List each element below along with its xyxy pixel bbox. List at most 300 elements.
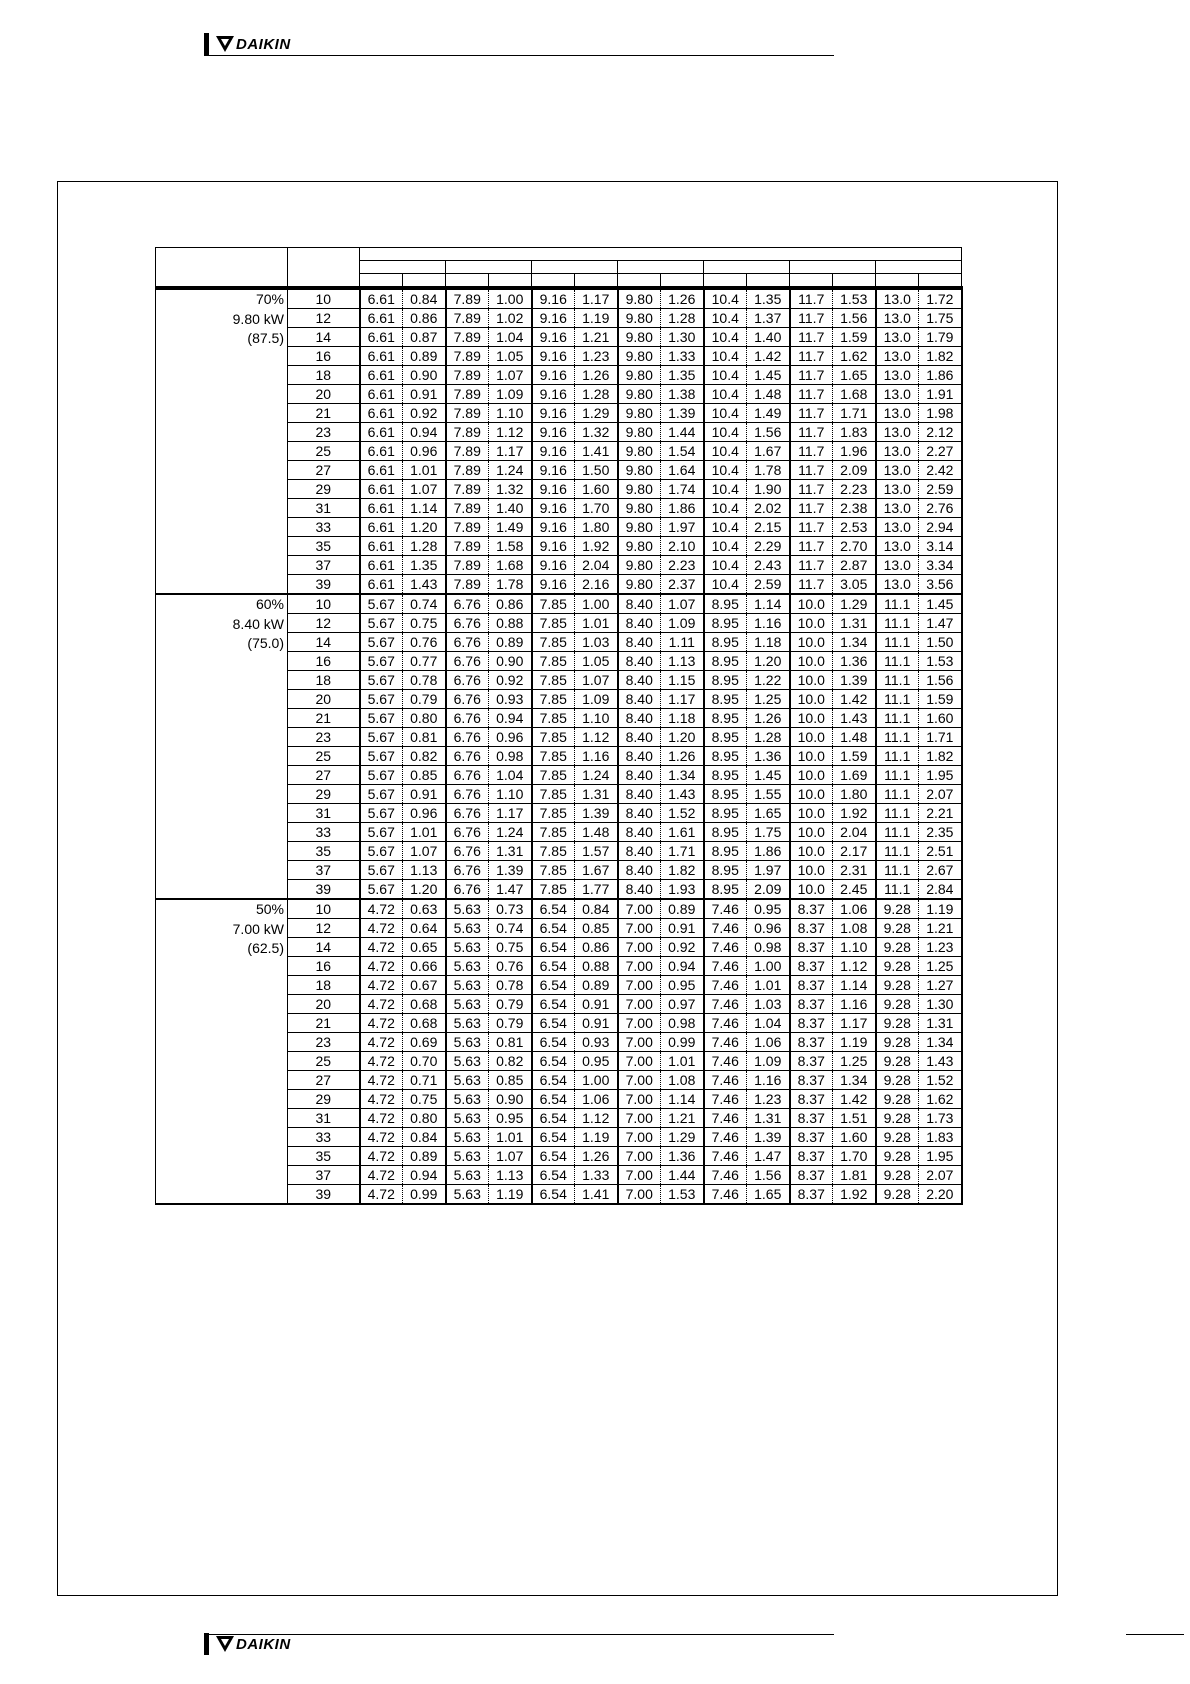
pi-cell: 2.16 (575, 575, 618, 595)
tc-cell: 13.0 (876, 385, 919, 404)
tc-cell: 11.7 (790, 366, 833, 385)
tc-cell: 9.16 (532, 499, 575, 518)
tc-cell: 9.80 (618, 328, 661, 347)
header-sub-cell (575, 274, 618, 289)
pi-cell: 1.62 (833, 347, 876, 366)
pi-cell: 1.41 (575, 1185, 618, 1205)
tc-cell: 10.4 (704, 423, 747, 442)
header-group-cell (446, 261, 532, 274)
tc-cell: 7.89 (446, 518, 489, 537)
tc-cell: 4.72 (360, 1128, 403, 1147)
tc-cell: 6.76 (446, 842, 489, 861)
pi-cell: 0.99 (661, 1033, 704, 1052)
pi-cell: 0.70 (403, 1052, 446, 1071)
pi-cell: 1.01 (403, 823, 446, 842)
tc-cell: 9.28 (876, 1128, 919, 1147)
tc-cell: 6.76 (446, 709, 489, 728)
tc-cell: 6.54 (532, 919, 575, 938)
tc-cell: 6.61 (360, 518, 403, 537)
pi-cell: 1.24 (489, 461, 532, 480)
tc-cell: 7.85 (532, 823, 575, 842)
ewb-cell: 21 (288, 1014, 360, 1033)
tc-cell: 7.00 (618, 1166, 661, 1185)
tc-cell: 8.40 (618, 633, 661, 652)
pi-cell: 2.23 (833, 480, 876, 499)
ewb-cell: 33 (288, 1128, 360, 1147)
group-label: 60% (255, 596, 284, 612)
pi-cell: 0.93 (575, 1033, 618, 1052)
pi-cell: 2.09 (833, 461, 876, 480)
tc-cell: 9.16 (532, 423, 575, 442)
pi-cell: 1.47 (919, 614, 962, 633)
pi-cell: 1.12 (575, 728, 618, 747)
tc-cell: 7.46 (704, 1166, 747, 1185)
tc-cell: 11.7 (790, 347, 833, 366)
pi-cell: 1.19 (833, 1033, 876, 1052)
tc-cell: 11.7 (790, 404, 833, 423)
tc-cell: 6.54 (532, 1071, 575, 1090)
pi-cell: 1.26 (747, 709, 790, 728)
pi-cell: 1.67 (575, 861, 618, 880)
pi-cell: 0.66 (403, 957, 446, 976)
tc-cell: 6.61 (360, 328, 403, 347)
pi-cell: 1.01 (489, 1128, 532, 1147)
pi-cell: 1.20 (747, 652, 790, 671)
pi-cell: 1.47 (747, 1147, 790, 1166)
pi-cell: 1.82 (661, 861, 704, 880)
tc-cell: 6.76 (446, 728, 489, 747)
tc-cell: 9.80 (618, 385, 661, 404)
pi-cell: 1.10 (575, 709, 618, 728)
tc-cell: 8.37 (790, 995, 833, 1014)
pi-cell: 1.10 (833, 938, 876, 957)
pi-cell: 2.67 (919, 861, 962, 880)
tc-cell: 5.67 (360, 842, 403, 861)
tc-cell: 7.89 (446, 461, 489, 480)
tc-cell: 9.28 (876, 1033, 919, 1052)
tc-cell: 7.46 (704, 1052, 747, 1071)
tc-cell: 5.67 (360, 804, 403, 823)
header-sub-cell (876, 274, 919, 289)
tc-cell: 7.85 (532, 728, 575, 747)
pi-cell: 1.83 (919, 1128, 962, 1147)
pi-cell: 1.23 (575, 347, 618, 366)
tc-cell: 10.4 (704, 518, 747, 537)
tc-cell: 6.54 (532, 957, 575, 976)
pi-cell: 2.84 (919, 880, 962, 900)
tc-cell: 4.72 (360, 919, 403, 938)
pi-cell: 1.70 (575, 499, 618, 518)
tc-cell: 7.46 (704, 899, 747, 919)
pi-cell: 1.01 (661, 1052, 704, 1071)
tc-cell: 8.40 (618, 690, 661, 709)
header-sub-cell (833, 274, 876, 289)
pi-cell: 0.76 (403, 633, 446, 652)
pi-cell: 1.95 (919, 1147, 962, 1166)
tc-cell: 6.61 (360, 423, 403, 442)
pi-cell: 1.32 (575, 423, 618, 442)
pi-cell: 1.53 (661, 1185, 704, 1205)
pi-cell: 1.19 (919, 899, 962, 919)
tc-cell: 6.61 (360, 480, 403, 499)
pi-cell: 0.64 (403, 919, 446, 938)
tc-cell: 5.67 (360, 785, 403, 804)
pi-cell: 0.68 (403, 1014, 446, 1033)
pi-cell: 1.68 (833, 385, 876, 404)
header-sub-cell (790, 274, 833, 289)
daikin-logo-icon (216, 1636, 234, 1652)
pi-cell: 1.32 (489, 480, 532, 499)
pi-cell: 0.98 (489, 747, 532, 766)
pi-cell: 1.06 (833, 899, 876, 919)
pi-cell: 1.16 (575, 747, 618, 766)
tc-cell: 6.54 (532, 1147, 575, 1166)
tc-cell: 6.54 (532, 1166, 575, 1185)
ewb-cell: 10 (288, 594, 360, 614)
tc-cell: 13.0 (876, 328, 919, 347)
pi-cell: 0.89 (403, 347, 446, 366)
tc-cell: 6.54 (532, 1090, 575, 1109)
header-logo (204, 33, 291, 55)
pi-cell: 1.09 (661, 614, 704, 633)
pi-cell: 0.81 (489, 1033, 532, 1052)
pi-cell: 1.22 (747, 671, 790, 690)
pi-cell: 1.03 (747, 995, 790, 1014)
pi-cell: 1.06 (747, 1033, 790, 1052)
tc-cell: 10.0 (790, 690, 833, 709)
pi-cell: 1.01 (747, 976, 790, 995)
pi-cell: 0.94 (403, 423, 446, 442)
pi-cell: 1.23 (747, 1090, 790, 1109)
pi-cell: 1.20 (403, 518, 446, 537)
tc-cell: 8.37 (790, 1071, 833, 1090)
pi-cell: 1.81 (833, 1166, 876, 1185)
pi-cell: 0.99 (403, 1185, 446, 1205)
tc-cell: 9.28 (876, 1014, 919, 1033)
group-label: 8.40 kW (232, 615, 284, 632)
tc-cell: 11.1 (876, 861, 919, 880)
header-sub-cell (919, 274, 962, 289)
tc-cell: 8.37 (790, 1128, 833, 1147)
tc-cell: 5.67 (360, 594, 403, 614)
pi-cell: 1.60 (919, 709, 962, 728)
tc-cell: 6.76 (446, 671, 489, 690)
tc-cell: 6.76 (446, 633, 489, 652)
tc-cell: 13.0 (876, 537, 919, 556)
tc-cell: 5.63 (446, 1014, 489, 1033)
pi-cell: 1.68 (489, 556, 532, 575)
pi-cell: 1.53 (919, 652, 962, 671)
tc-cell: 9.16 (532, 461, 575, 480)
pi-cell: 1.92 (833, 1185, 876, 1205)
pi-cell: 1.53 (833, 288, 876, 309)
ewb-cell: 23 (288, 1033, 360, 1052)
tc-cell: 6.54 (532, 1052, 575, 1071)
ewb-cell: 25 (288, 747, 360, 766)
pi-cell: 1.17 (661, 690, 704, 709)
pi-cell: 1.16 (747, 614, 790, 633)
ewb-cell: 35 (288, 842, 360, 861)
pi-cell: 0.90 (403, 366, 446, 385)
pi-cell: 1.35 (403, 556, 446, 575)
pi-cell: 1.54 (661, 442, 704, 461)
group-label: (87.5) (247, 330, 284, 346)
tc-cell: 8.40 (618, 880, 661, 900)
ewb-cell: 25 (288, 442, 360, 461)
pi-cell: 1.75 (919, 309, 962, 328)
ewb-cell: 10 (288, 899, 360, 919)
tc-cell: 13.0 (876, 575, 919, 595)
tc-cell: 9.28 (876, 976, 919, 995)
tc-cell: 5.63 (446, 957, 489, 976)
tc-cell: 10.4 (704, 461, 747, 480)
tc-cell: 6.76 (446, 652, 489, 671)
pi-cell: 1.34 (661, 766, 704, 785)
tc-cell: 8.40 (618, 614, 661, 633)
tc-cell: 11.1 (876, 842, 919, 861)
tc-cell: 6.61 (360, 556, 403, 575)
pi-cell: 0.79 (489, 995, 532, 1014)
pi-cell: 0.96 (403, 804, 446, 823)
pi-cell: 1.13 (403, 861, 446, 880)
pi-cell: 0.98 (661, 1014, 704, 1033)
tc-cell: 7.00 (618, 1071, 661, 1090)
pi-cell: 1.19 (575, 309, 618, 328)
tc-cell: 7.85 (532, 785, 575, 804)
pi-cell: 1.24 (575, 766, 618, 785)
tc-cell: 10.4 (704, 309, 747, 328)
pi-cell: 1.48 (575, 823, 618, 842)
header-sub-cell (618, 274, 661, 289)
tc-cell: 7.00 (618, 976, 661, 995)
tc-cell: 7.46 (704, 1147, 747, 1166)
tc-cell: 13.0 (876, 480, 919, 499)
tc-cell: 7.00 (618, 1033, 661, 1052)
pi-cell: 1.25 (833, 1052, 876, 1071)
tc-cell: 6.76 (446, 690, 489, 709)
tc-cell: 10.4 (704, 442, 747, 461)
pi-cell: 1.15 (661, 671, 704, 690)
pi-cell: 1.17 (489, 804, 532, 823)
ewb-cell: 14 (288, 938, 360, 957)
tc-cell: 9.28 (876, 938, 919, 957)
tc-cell: 9.28 (876, 919, 919, 938)
tc-cell: 10.4 (704, 385, 747, 404)
pi-cell: 1.45 (747, 366, 790, 385)
pi-cell: 0.79 (403, 690, 446, 709)
tc-cell: 8.40 (618, 652, 661, 671)
pi-cell: 1.03 (575, 633, 618, 652)
group-label-cell (156, 594, 288, 899)
pi-cell: 0.78 (489, 976, 532, 995)
tc-cell: 7.00 (618, 1185, 661, 1205)
pi-cell: 1.39 (489, 861, 532, 880)
tc-cell: 7.89 (446, 537, 489, 556)
tc-cell: 8.40 (618, 747, 661, 766)
pi-cell: 1.10 (489, 404, 532, 423)
pi-cell: 0.88 (489, 614, 532, 633)
pi-cell: 2.12 (919, 423, 962, 442)
pi-cell: 3.14 (919, 537, 962, 556)
table-row (156, 899, 962, 919)
pi-cell: 1.17 (575, 288, 618, 309)
pi-cell: 0.75 (403, 1090, 446, 1109)
pi-cell: 0.77 (403, 652, 446, 671)
tc-cell: 11.1 (876, 690, 919, 709)
tc-cell: 7.89 (446, 404, 489, 423)
tc-cell: 6.61 (360, 366, 403, 385)
pi-cell: 1.18 (661, 709, 704, 728)
pi-cell: 0.75 (403, 614, 446, 633)
pi-cell: 1.30 (919, 995, 962, 1014)
daikin-logo-icon (216, 36, 234, 52)
tc-cell: 11.1 (876, 594, 919, 614)
tc-cell: 4.72 (360, 899, 403, 919)
ewb-cell: 31 (288, 499, 360, 518)
tc-cell: 9.28 (876, 1185, 919, 1205)
pi-cell: 1.02 (489, 309, 532, 328)
pi-cell: 0.90 (489, 1090, 532, 1109)
pi-cell: 1.93 (661, 880, 704, 900)
tc-cell: 7.46 (704, 1185, 747, 1205)
tc-cell: 10.4 (704, 328, 747, 347)
tc-cell: 8.37 (790, 899, 833, 919)
tc-cell: 11.1 (876, 671, 919, 690)
pi-cell: 1.59 (919, 690, 962, 709)
pi-cell: 1.07 (403, 480, 446, 499)
pi-cell: 1.49 (489, 518, 532, 537)
pi-cell: 0.96 (489, 728, 532, 747)
tc-cell: 13.0 (876, 518, 919, 537)
tc-cell: 10.4 (704, 366, 747, 385)
group-label: 50% (255, 901, 284, 917)
page-number-rule (1126, 1634, 1184, 1635)
pi-cell: 0.92 (403, 404, 446, 423)
ewb-cell: 35 (288, 1147, 360, 1166)
tc-cell: 6.76 (446, 785, 489, 804)
header-sub-cell (403, 274, 446, 289)
pi-cell: 0.82 (403, 747, 446, 766)
tc-cell: 5.63 (446, 1033, 489, 1052)
pi-cell: 1.96 (833, 442, 876, 461)
pi-cell: 2.94 (919, 518, 962, 537)
pi-cell: 1.38 (661, 385, 704, 404)
tc-cell: 8.95 (704, 671, 747, 690)
tc-cell: 7.00 (618, 995, 661, 1014)
tc-cell: 8.95 (704, 861, 747, 880)
pi-cell: 1.27 (919, 976, 962, 995)
tc-cell: 7.85 (532, 594, 575, 614)
tc-cell: 8.40 (618, 823, 661, 842)
tc-cell: 5.67 (360, 614, 403, 633)
tc-cell: 7.00 (618, 1014, 661, 1033)
tc-cell: 10.0 (790, 709, 833, 728)
tc-cell: 7.46 (704, 938, 747, 957)
header-sub-cell (446, 274, 489, 289)
tc-cell: 8.40 (618, 842, 661, 861)
header-sub-cell (747, 274, 790, 289)
tc-cell: 5.67 (360, 823, 403, 842)
pi-cell: 0.85 (575, 919, 618, 938)
ewb-cell: 27 (288, 1071, 360, 1090)
pi-cell: 1.43 (403, 575, 446, 595)
tc-cell: 10.0 (790, 880, 833, 900)
tc-cell: 11.1 (876, 728, 919, 747)
tc-cell: 5.67 (360, 671, 403, 690)
table-group (156, 594, 962, 899)
tc-cell: 7.00 (618, 1090, 661, 1109)
tc-cell: 4.72 (360, 957, 403, 976)
header-group-cell (790, 261, 876, 274)
tc-cell: 6.54 (532, 899, 575, 919)
ewb-cell: 29 (288, 480, 360, 499)
ewb-cell: 33 (288, 518, 360, 537)
ewb-cell: 31 (288, 1109, 360, 1128)
table-group (156, 899, 962, 1204)
pi-cell: 0.90 (489, 652, 532, 671)
pi-cell: 1.07 (661, 594, 704, 614)
tc-cell: 9.80 (618, 518, 661, 537)
pi-cell: 1.14 (747, 594, 790, 614)
pi-cell: 2.70 (833, 537, 876, 556)
pi-cell: 1.71 (661, 842, 704, 861)
tc-cell: 10.4 (704, 537, 747, 556)
pi-cell: 1.50 (575, 461, 618, 480)
pi-cell: 1.86 (919, 366, 962, 385)
pi-cell: 0.93 (489, 690, 532, 709)
pi-cell: 1.48 (833, 728, 876, 747)
tc-cell: 9.16 (532, 556, 575, 575)
tc-cell: 9.16 (532, 385, 575, 404)
tc-cell: 8.37 (790, 1090, 833, 1109)
tc-cell: 6.54 (532, 1033, 575, 1052)
tc-cell: 8.95 (704, 652, 747, 671)
pi-cell: 0.98 (747, 938, 790, 957)
tc-cell: 5.63 (446, 1109, 489, 1128)
pi-cell: 2.37 (661, 575, 704, 595)
pi-cell: 0.81 (403, 728, 446, 747)
tc-cell: 7.89 (446, 499, 489, 518)
ewb-cell: 14 (288, 633, 360, 652)
pi-cell: 1.09 (575, 690, 618, 709)
pi-cell: 1.78 (747, 461, 790, 480)
pi-cell: 0.84 (575, 899, 618, 919)
tc-cell: 8.37 (790, 1052, 833, 1071)
pi-cell: 2.09 (747, 880, 790, 900)
header-group-cell (876, 261, 962, 274)
pi-cell: 1.40 (747, 328, 790, 347)
pi-cell: 1.72 (919, 288, 962, 309)
tc-cell: 11.1 (876, 614, 919, 633)
header-sub-cell (489, 274, 532, 289)
pi-cell: 0.91 (575, 1014, 618, 1033)
tc-cell: 7.89 (446, 366, 489, 385)
header-ewb-cell (288, 248, 360, 289)
tc-cell: 8.40 (618, 709, 661, 728)
pi-cell: 1.56 (919, 671, 962, 690)
pi-cell: 1.09 (489, 385, 532, 404)
pi-cell: 0.91 (661, 919, 704, 938)
pi-cell: 1.33 (575, 1166, 618, 1185)
tc-cell: 4.72 (360, 1109, 403, 1128)
group-label: 7.00 kW (232, 920, 284, 937)
pi-cell: 0.76 (489, 957, 532, 976)
tc-cell: 5.67 (360, 747, 403, 766)
tc-cell: 5.63 (446, 1128, 489, 1147)
pi-cell: 2.35 (919, 823, 962, 842)
pi-cell: 1.31 (489, 842, 532, 861)
tc-cell: 9.28 (876, 1071, 919, 1090)
